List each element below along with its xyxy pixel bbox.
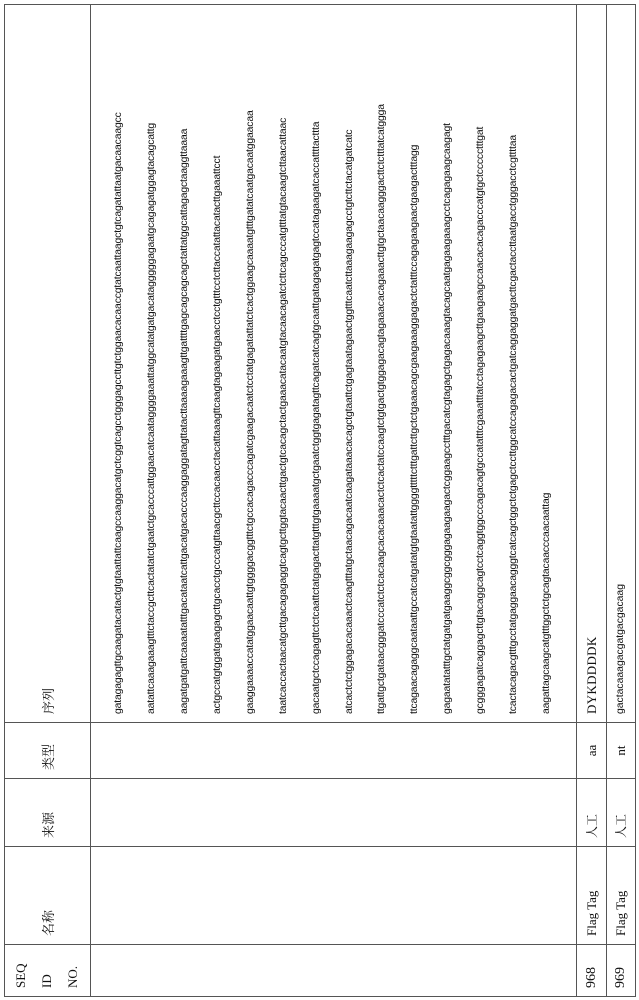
header-seq-id-line1: SEQ [13, 963, 29, 988]
cell-seq-id: 969 [606, 945, 635, 997]
header-row [5, 5, 91, 997]
sequence-line: tcactacagacgtttgcctatgaggaacagggtcatcagctggctctgagctccttggcatccagagacactgatcaggaggatgacttcgactaccttaatgacctgggacctcgttttaa [508, 135, 520, 714]
sequence-line: ttgattgctgataacgggatcccatctctcacaagcacacaaacactctcactatccaagtctgtgactgtggagacagtagaaacacagaaacttgtgctaacaagggacttctctttatcatggga [376, 104, 388, 714]
sequence-line: aagatgatgattcaaaatatttgacataatcattgacatgacacccaaggaggatagttatacttaaaagaaagttgattttgagcagcagcagctattatggcattagagctaaggttaaaa [179, 128, 191, 714]
table-row-968 [577, 5, 606, 997]
cell-sequence: DYKDDDDK [577, 5, 606, 723]
sequence-line: gagaatatatttgctatgatgatgaaggcggcgggagaagaagactcggaagcctttgacatcgtagagctgagacaaagtacagcaatgagaagaaagcctcagagaagcaagagt [442, 123, 454, 714]
cell-seq-id: 968 [577, 945, 606, 997]
cell-type-empty [90, 723, 577, 779]
cell-sequence-continuation [90, 5, 577, 723]
header-type: 类型 [5, 723, 91, 779]
sequence-line: ttcagaacagaggcaataattgccatcatgatatgtgtaatattggggtttttctttgattcttgctctgaaacagcgaagaaaggagactctatttccagagaagaactgaagactttagg [409, 144, 421, 714]
sequence-line: actgccatgtggatgaagagcttgcacctgcccatgttaacgcttccacaacctacattaaagttcaagtagaagatgaacctcctgtttcctcttaccatattacatacttgaaattcct [212, 155, 224, 714]
cell-source: 人工 [606, 779, 635, 847]
sequence-line: gacaatgctccagagttctctcaattctatgagacttatgtttgtgaaaatgctgaatctggtgagatagttcagatcatcagtgcaattgatagagatgagtccatagaagatcaccattttacttta [310, 121, 322, 714]
cell-sequence: gactacaaagacgatgacgacaag [606, 5, 635, 723]
cell-source: 人工 [577, 779, 606, 847]
sequence-listing-table [4, 4, 636, 997]
header-seq-id-line3: NO. [65, 965, 81, 988]
header-source: 来源 [5, 779, 91, 847]
cell-name: Flag Tag [577, 847, 606, 945]
sequence-line: atcactctctggagacacaaactcaagtttatgctaacagacaatcaagataaacacagctgtaattctgagtaatagaactggtttcaatcttaaagaagagcctgtcttctacatgatcatc [343, 129, 355, 714]
header-name: 名称 [5, 847, 91, 945]
table-row-969 [606, 5, 635, 997]
sequence-line: aagattagcaagcatgtttggctctgcagtacaacccaacaattag [540, 492, 552, 714]
sequence-line: gaaggaaaaccatatggaacaattgtggggacggtttctgccacagacccagatcgaagacaatctcctatgagatattatctcactggaagcaaaatgtttgatatcaatgacaatggaacaa [244, 110, 256, 714]
sequence-line: aatattcaaagaaagtttctaccgcttcactatatctgaatctgcacccattggaacatcaataggggaaattatggcatatgatgacatagggggagaatgcagagatggagtacagcattg [146, 122, 158, 714]
cell-type: aa [577, 723, 606, 779]
table-row-continuation [90, 5, 577, 997]
cell-seq-id-empty [90, 945, 577, 997]
cell-name: Flag Tag [606, 847, 635, 945]
header-seq-id-line2: ID [39, 974, 55, 988]
cell-source-empty [90, 779, 577, 847]
sequence-line: gcgggagatcaggagcttgtacaggcagtcctcaggtggcccagacagtgccatatttcgaaatttatcctagagaagcttgaagaagccaacacacagacccatgtgctccccctttgat [475, 126, 487, 714]
cell-type: nt [606, 723, 635, 779]
header-seq-id [5, 945, 91, 997]
header-sequence: 序列 [5, 5, 91, 723]
cell-name-empty [90, 847, 577, 945]
sequence-line: gatagagagttgcaagatacatactgtgtaattattcaagccaaggacatgctcggtcagcctgggagccttgtctggaacacaaccgtatcaattaagctgtcagatattaatgacaacaagcc [113, 112, 125, 714]
sequence-line: taatcaccactaacatgcttgacagagaggtcagtgcttggtacaacttgactgtcacagctactgaaacatacaatgtacaacagatctcttcagcccatgtttatgtacaagtcttaacattaac [277, 117, 289, 714]
